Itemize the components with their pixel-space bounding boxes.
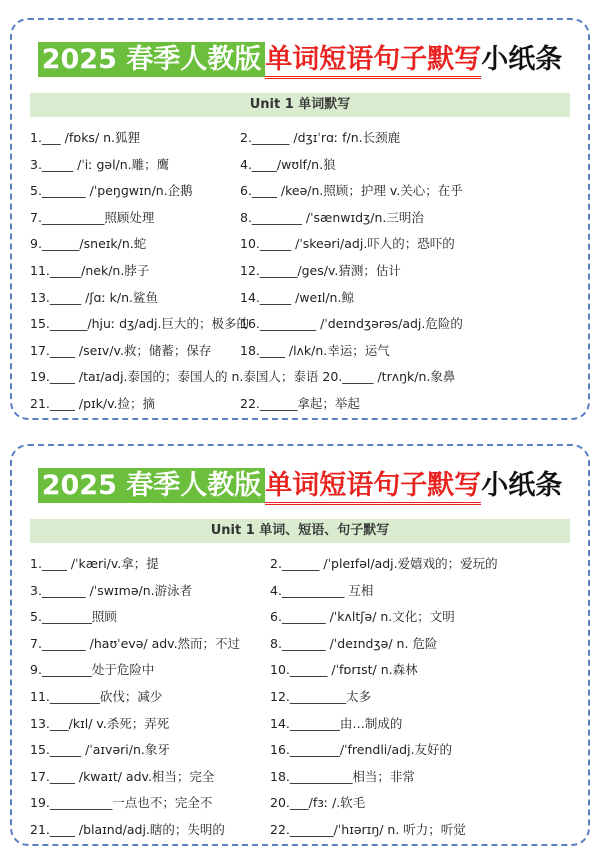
exercise-item: 3._____ /ˈiː gəl/n.雕；鹰 <box>30 156 170 172</box>
exercise-row <box>30 390 578 417</box>
exercise-row <box>30 603 578 630</box>
exercise-row <box>30 124 578 151</box>
exercise-item: 11.________砍伐；减少 <box>30 688 163 704</box>
exercise-item: 14.________由…制成的 <box>270 715 403 731</box>
exercise-item: 19.__________一点也不；完全不 <box>30 795 213 811</box>
exercise-item: 5._______ /ˈpeŋɡwɪn/n.企鹅 <box>30 183 193 199</box>
exercise-item: 13._____ /ʃɑː k/n.鲨鱼 <box>30 289 158 305</box>
exercise-row <box>30 656 578 683</box>
card-title <box>12 40 588 80</box>
exercise-row <box>30 736 578 763</box>
title-topic: 单词短语句子默写 <box>265 44 481 79</box>
exercise-item: 8._______ /ˈdeɪndʒə/ n. 危险 <box>270 635 438 651</box>
exercise-item: 10.______ /ˈfɒrɪst/ n.森林 <box>270 662 418 678</box>
exercise-row <box>30 151 578 178</box>
exercise-item: 4.__________ 互相 <box>270 582 374 598</box>
exercise-row <box>30 337 578 364</box>
exercise-item: 22.______拿起；举起 <box>240 395 360 411</box>
title-suffix: 小纸条 <box>481 44 563 75</box>
exercise-row <box>30 630 578 657</box>
exercise-row <box>30 789 578 816</box>
exercise-row <box>30 550 578 577</box>
exercise-row <box>30 710 578 737</box>
exercise-row <box>30 204 578 231</box>
exercise-item: 15.______/hjuː dʒ/adj.巨大的；极多的 <box>30 316 250 332</box>
exercise-item: 19.____ /taɪ/adj.泰国的；泰国人的 n.泰国人；泰语 20._____ /trʌŋk/n.象鼻 <box>30 369 456 385</box>
exercise-item: 21.____ /blaɪnd/adj.瞎的；失明的 <box>30 821 225 837</box>
exercise-row <box>30 177 578 204</box>
exercise-row <box>30 763 578 790</box>
exercise-item: 18.____ /lʌk/n.幸运；运气 <box>240 342 390 358</box>
exercise-row <box>30 363 578 390</box>
title-edition: 2025 春季人教版 <box>38 468 266 503</box>
exercise-item: 9.______/sneɪk/n.蛇 <box>30 236 147 252</box>
exercise-item: 2.______ /dʒɪˈrɑː f/n.长颈鹿 <box>240 130 401 145</box>
worksheet-card-2 <box>10 444 590 846</box>
exercise-item: 12.______/ges/v.猜测；估计 <box>240 262 401 278</box>
exercise-item: 3._______ /ˈswɪmə/n.游泳者 <box>30 582 193 598</box>
exercise-row <box>30 310 578 337</box>
card-title <box>12 466 588 506</box>
exercise-item: 7._______ /haʊˈevə/ adv.然而；不过 <box>30 635 241 651</box>
exercise-item: 18.__________相当；非常 <box>270 768 415 784</box>
exercise-item: 7.__________照顾处理 <box>30 209 155 225</box>
title-suffix: 小纸条 <box>481 470 563 501</box>
exercise-row <box>30 683 578 710</box>
title-topic: 单词短语句子默写 <box>265 470 481 505</box>
exercise-item: 22._______/ˈhɪərɪŋ/ n. 听力；听觉 <box>270 821 466 837</box>
exercise-item: 21.____ /pɪk/v.捡；摘 <box>30 395 155 411</box>
exercise-item: 8.________ /ˈsænwɪdʒ/n.三明治 <box>240 209 424 225</box>
exercise-row <box>30 257 578 284</box>
exercise-item: 9.________处于危险中 <box>30 662 155 678</box>
exercise-item: 6._______ /ˈkʌltʃə/ n.文化；文明 <box>270 609 455 625</box>
exercise-row <box>30 284 578 311</box>
exercise-item: 20.___/fɜː /.软毛 <box>270 795 366 811</box>
exercise-list <box>30 124 578 417</box>
unit-subheading: Unit 1 单词默写 <box>30 93 570 117</box>
exercise-row <box>30 816 578 843</box>
exercise-item: 13.___/kɪl/ v.杀死；弄死 <box>30 715 170 731</box>
unit-subheading: Unit 1 单词、短语、句子默写 <box>30 519 570 543</box>
exercise-row <box>30 577 578 604</box>
exercise-item: 1.___ /fɒks/ n.狐狸 <box>30 130 141 145</box>
exercise-item: 1.____ /ˈkæri/v.拿；提 <box>30 556 159 571</box>
exercise-item: 16.________/ˈfrendli/adj.友好的 <box>270 742 453 758</box>
exercise-list <box>30 550 578 843</box>
exercise-item: 11._____/nek/n.脖子 <box>30 262 150 278</box>
exercise-item: 2.______ /ˈpleɪfəl/adj.爱嬉戏的；爱玩的 <box>270 556 498 571</box>
exercise-item: 5.________照顾 <box>30 609 117 625</box>
exercise-item: 14._____ /weɪl/n.鲸 <box>240 289 354 305</box>
exercise-item: 4.____/wʊlf/n.狼 <box>240 156 336 172</box>
exercise-item: 12._________太多 <box>270 688 372 704</box>
title-edition: 2025 春季人教版 <box>38 42 266 77</box>
exercise-item: 17.____ /seɪv/v.救；储蓄；保存 <box>30 342 212 358</box>
exercise-item: 17.____ /kwaɪt/ adv.相当；完全 <box>30 768 215 784</box>
exercise-item: 15._____ /ˈaɪvəri/n.象牙 <box>30 742 170 758</box>
exercise-item: 10._____ /ˈskeəri/adj.吓人的；恐吓的 <box>240 236 455 252</box>
exercise-row <box>30 230 578 257</box>
worksheet-card-1 <box>10 18 590 420</box>
exercise-item: 16._________ /ˈdeɪndʒərəs/adj.危险的 <box>240 316 463 332</box>
exercise-item: 6.____ /keə/n.照顾；护理 v.关心；在乎 <box>240 183 463 199</box>
